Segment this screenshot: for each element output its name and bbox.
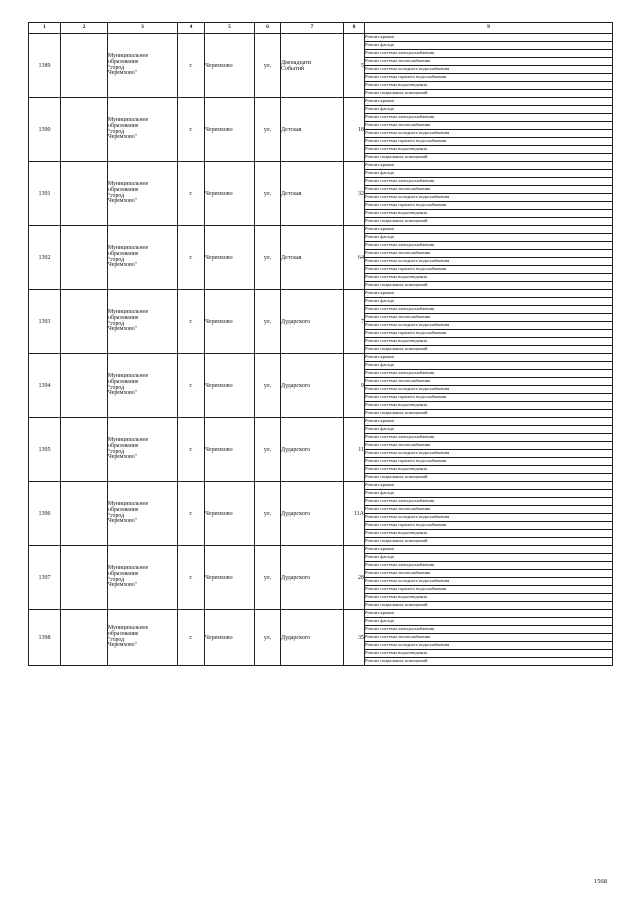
work-item: Ремонт системы водоотведения	[365, 402, 613, 410]
page-number: 1568	[594, 878, 607, 885]
municipality-line: "город	[108, 448, 125, 455]
municipality-line: Черемхово"	[108, 390, 138, 397]
work-item: Ремонт подвальных помещений	[365, 538, 613, 546]
work-item: Ремонт крыши	[365, 418, 613, 426]
work-item: Ремонт системы водоотведения	[365, 466, 613, 474]
street-name-line: Событий	[281, 65, 305, 72]
street-type: ул.	[255, 546, 281, 610]
work-item: Ремонт системы электроснабжения	[365, 178, 613, 186]
municipality-line: Муниципальное	[108, 180, 149, 187]
city-name: Черемхово	[205, 290, 255, 354]
work-item: Ремонт системы электроснабжения	[365, 562, 613, 570]
work-item: Ремонт системы холодного водоснабжения	[365, 130, 613, 138]
work-item: Ремонт системы теплоснабжения	[365, 186, 613, 194]
work-item: Ремонт подвальных помещений	[365, 154, 613, 162]
work-item: Ремонт подвальных помещений	[365, 602, 613, 610]
city-type: г.	[178, 354, 205, 418]
work-item: Ремонт системы электроснабжения	[365, 498, 613, 506]
work-item: Ремонт системы горячего водоснабжения	[365, 586, 613, 594]
work-item: Ремонт системы теплоснабжения	[365, 506, 613, 514]
record-number: 1391	[29, 162, 61, 226]
work-item: Ремонт системы холодного водоснабжения	[365, 194, 613, 202]
municipality-line: Черемхово"	[108, 134, 138, 141]
empty-cell	[61, 34, 108, 98]
municipality-line: Муниципальное	[108, 564, 149, 571]
municipality-line: Черемхово"	[108, 642, 138, 649]
municipality-line: образование	[108, 186, 139, 193]
municipality-line: образование	[108, 314, 139, 321]
house-number: 11	[344, 418, 365, 482]
work-item: Ремонт фасада	[365, 490, 613, 498]
table-row	[29, 546, 613, 554]
city-type: г.	[178, 418, 205, 482]
work-item: Ремонт системы горячего водоснабжения	[365, 202, 613, 210]
municipality-line: Черемхово"	[108, 262, 138, 269]
street-name-line: Дударского	[281, 574, 311, 581]
street-name-cell	[281, 482, 344, 546]
record-number: 1394	[29, 354, 61, 418]
street-type: ул.	[255, 482, 281, 546]
street-type: ул.	[255, 418, 281, 482]
work-item: Ремонт системы холодного водоснабжения	[365, 642, 613, 650]
work-item: Ремонт фасада	[365, 362, 613, 370]
work-item: Ремонт системы теплоснабжения	[365, 58, 613, 66]
work-item: Ремонт крыши	[365, 546, 613, 554]
city-name: Черемхово	[205, 610, 255, 666]
work-item: Ремонт системы водоотведения	[365, 146, 613, 154]
empty-cell	[61, 546, 108, 610]
table-row	[29, 482, 613, 490]
work-item: Ремонт крыши	[365, 610, 613, 618]
street-name-line: Дударского	[281, 510, 311, 517]
work-item: Ремонт системы водоотведения	[365, 210, 613, 218]
street-name-cell	[281, 354, 344, 418]
work-item: Ремонт подвальных помещений	[365, 658, 613, 666]
work-item: Ремонт системы горячего водоснабжения	[365, 74, 613, 82]
municipality-cell	[108, 34, 178, 98]
street-name-line: Дударского	[281, 634, 311, 641]
municipality-line: "город	[108, 576, 125, 583]
work-item: Ремонт системы водоотведения	[365, 274, 613, 282]
work-item: Ремонт фасада	[365, 554, 613, 562]
record-number: 1392	[29, 226, 61, 290]
empty-cell	[61, 418, 108, 482]
municipality-line: "город	[108, 320, 125, 327]
work-item: Ремонт крыши	[365, 34, 613, 42]
house-number: 64	[344, 226, 365, 290]
municipality-line: Муниципальное	[108, 436, 149, 443]
city-type: г.	[178, 482, 205, 546]
table-row	[29, 226, 613, 234]
street-name-cell	[281, 418, 344, 482]
municipality-line: образование	[108, 570, 139, 577]
work-item: Ремонт системы холодного водоснабжения	[365, 514, 613, 522]
empty-cell	[61, 98, 108, 162]
work-item: Ремонт фасада	[365, 170, 613, 178]
work-item: Ремонт системы горячего водоснабжения	[365, 330, 613, 338]
street-name-cell	[281, 226, 344, 290]
municipality-line: образование	[108, 630, 139, 637]
city-type: г.	[178, 162, 205, 226]
work-item: Ремонт системы водоотведения	[365, 594, 613, 602]
column-number: 9	[365, 23, 613, 34]
work-item: Ремонт системы водоотведения	[365, 338, 613, 346]
house-number: 5	[344, 34, 365, 98]
column-number: 2	[61, 23, 108, 34]
city-name: Черемхово	[205, 98, 255, 162]
house-number: 35	[344, 610, 365, 666]
city-name: Черемхово	[205, 354, 255, 418]
city-name: Черемхово	[205, 162, 255, 226]
work-item: Ремонт крыши	[365, 482, 613, 490]
work-item: Ремонт системы горячего водоснабжения	[365, 266, 613, 274]
empty-cell	[61, 162, 108, 226]
city-type: г.	[178, 226, 205, 290]
city-name: Черемхово	[205, 418, 255, 482]
street-name-cell	[281, 290, 344, 354]
municipality-line: Муниципальное	[108, 52, 149, 59]
municipality-cell	[108, 290, 178, 354]
city-type: г.	[178, 546, 205, 610]
municipality-line: Черемхово"	[108, 454, 138, 461]
city-name: Черемхово	[205, 482, 255, 546]
street-name-line: Дударского	[281, 446, 311, 453]
street-type: ул.	[255, 354, 281, 418]
municipality-line: образование	[108, 58, 139, 65]
work-item: Ремонт системы электроснабжения	[365, 370, 613, 378]
work-item: Ремонт системы теплоснабжения	[365, 442, 613, 450]
work-item: Ремонт фасада	[365, 234, 613, 242]
municipality-line: образование	[108, 250, 139, 257]
empty-cell	[61, 354, 108, 418]
street-type: ул.	[255, 226, 281, 290]
work-item: Ремонт системы водоотведения	[365, 82, 613, 90]
city-type: г.	[178, 34, 205, 98]
municipality-cell	[108, 98, 178, 162]
municipality-line: "город	[108, 636, 125, 643]
work-item: Ремонт системы теплоснабжения	[365, 314, 613, 322]
work-item: Ремонт системы теплоснабжения	[365, 250, 613, 258]
municipality-line: Муниципальное	[108, 500, 149, 507]
city-name: Черемхово	[205, 546, 255, 610]
work-item: Ремонт системы холодного водоснабжения	[365, 322, 613, 330]
works-table	[28, 22, 613, 666]
municipality-line: "город	[108, 128, 125, 135]
record-number: 1393	[29, 290, 61, 354]
work-item: Ремонт фасада	[365, 106, 613, 114]
municipality-line: "город	[108, 512, 125, 519]
work-item: Ремонт системы теплоснабжения	[365, 634, 613, 642]
work-item: Ремонт системы электроснабжения	[365, 434, 613, 442]
column-number: 1	[29, 23, 61, 34]
municipality-line: образование	[108, 122, 139, 129]
table-row	[29, 162, 613, 170]
work-item: Ремонт системы горячего водоснабжения	[365, 522, 613, 530]
work-item: Ремонт системы холодного водоснабжения	[365, 578, 613, 586]
work-item: Ремонт крыши	[365, 354, 613, 362]
house-number: 7	[344, 290, 365, 354]
work-item: Ремонт крыши	[365, 98, 613, 106]
work-item: Ремонт подвальных помещений	[365, 218, 613, 226]
municipality-line: Черемхово"	[108, 70, 138, 77]
work-item: Ремонт фасада	[365, 298, 613, 306]
column-number: 7	[281, 23, 344, 34]
municipality-line: образование	[108, 506, 139, 513]
work-item: Ремонт системы холодного водоснабжения	[365, 386, 613, 394]
column-number: 4	[178, 23, 205, 34]
city-name: Черемхово	[205, 34, 255, 98]
municipality-line: Черемхово"	[108, 326, 138, 333]
work-item: Ремонт системы электроснабжения	[365, 242, 613, 250]
municipality-line: образование	[108, 378, 139, 385]
empty-cell	[61, 290, 108, 354]
table-row	[29, 290, 613, 298]
table-body	[29, 34, 613, 666]
city-type: г.	[178, 98, 205, 162]
municipality-line: Муниципальное	[108, 308, 149, 315]
work-item: Ремонт системы горячего водоснабжения	[365, 394, 613, 402]
record-number: 1398	[29, 610, 61, 666]
empty-cell	[61, 226, 108, 290]
table-row	[29, 34, 613, 42]
empty-cell	[61, 482, 108, 546]
work-item: Ремонт крыши	[365, 290, 613, 298]
street-type: ул.	[255, 34, 281, 98]
municipality-cell	[108, 354, 178, 418]
street-name-line: Детская	[281, 190, 302, 197]
record-number: 1390	[29, 98, 61, 162]
column-number: 6	[255, 23, 281, 34]
municipality-line: Муниципальное	[108, 624, 149, 631]
work-item: Ремонт подвальных помещений	[365, 410, 613, 418]
municipality-line: Черемхово"	[108, 198, 138, 205]
municipality-line: Муниципальное	[108, 116, 149, 123]
record-number: 1389	[29, 34, 61, 98]
street-name-line: Дударского	[281, 382, 311, 389]
street-name-line: Детская	[281, 254, 302, 261]
city-name: Черемхово	[205, 226, 255, 290]
house-number: 32	[344, 162, 365, 226]
street-name-cell	[281, 34, 344, 98]
city-type: г.	[178, 290, 205, 354]
work-item: Ремонт системы электроснабжения	[365, 306, 613, 314]
table-row	[29, 610, 613, 618]
work-item: Ремонт подвальных помещений	[365, 90, 613, 98]
municipality-line: "город	[108, 192, 125, 199]
municipality-cell	[108, 418, 178, 482]
work-item: Ремонт системы горячего водоснабжения	[365, 138, 613, 146]
column-number-row	[29, 23, 613, 34]
street-type: ул.	[255, 290, 281, 354]
municipality-cell	[108, 610, 178, 666]
city-type: г.	[178, 610, 205, 666]
work-item: Ремонт системы водоотведения	[365, 650, 613, 658]
work-item: Ремонт фасада	[365, 618, 613, 626]
house-number: 9	[344, 354, 365, 418]
work-item: Ремонт системы холодного водоснабжения	[365, 258, 613, 266]
house-number: 18	[344, 98, 365, 162]
work-item: Ремонт крыши	[365, 162, 613, 170]
work-item: Ремонт системы электроснабжения	[365, 114, 613, 122]
street-name-line: Детская	[281, 126, 302, 133]
municipality-cell	[108, 546, 178, 610]
column-number: 3	[108, 23, 178, 34]
house-number: 28	[344, 546, 365, 610]
municipality-line: "город	[108, 64, 125, 71]
table-row	[29, 354, 613, 362]
street-name-cell	[281, 162, 344, 226]
municipality-cell	[108, 162, 178, 226]
work-item: Ремонт фасада	[365, 426, 613, 434]
work-item: Ремонт системы теплоснабжения	[365, 570, 613, 578]
municipality-line: Черемхово"	[108, 518, 138, 525]
table-row	[29, 98, 613, 106]
municipality-line: Черемхово"	[108, 582, 138, 589]
municipality-line: "город	[108, 256, 125, 263]
street-name-cell	[281, 610, 344, 666]
street-type: ул.	[255, 98, 281, 162]
record-number: 1396	[29, 482, 61, 546]
street-name-cell	[281, 98, 344, 162]
street-name-line: Двенадцати	[281, 59, 312, 66]
table-row	[29, 418, 613, 426]
house-number: 11А	[344, 482, 365, 546]
municipality-line: Муниципальное	[108, 244, 149, 251]
work-item: Ремонт системы холодного водоснабжения	[365, 66, 613, 74]
work-item: Ремонт системы теплоснабжения	[365, 378, 613, 386]
municipality-cell	[108, 226, 178, 290]
municipality-cell	[108, 482, 178, 546]
work-item: Ремонт крыши	[365, 226, 613, 234]
work-item: Ремонт подвальных помещений	[365, 346, 613, 354]
work-item: Ремонт системы электроснабжения	[365, 626, 613, 634]
work-item: Ремонт системы теплоснабжения	[365, 122, 613, 130]
work-item: Ремонт подвальных помещений	[365, 474, 613, 482]
column-number: 8	[344, 23, 365, 34]
municipality-line: Муниципальное	[108, 372, 149, 379]
work-item: Ремонт фасада	[365, 42, 613, 50]
work-item: Ремонт системы электроснабжения	[365, 50, 613, 58]
empty-cell	[61, 610, 108, 666]
record-number: 1397	[29, 546, 61, 610]
column-number: 5	[205, 23, 255, 34]
municipality-line: образование	[108, 442, 139, 449]
street-name-line: Дударского	[281, 318, 311, 325]
street-name-cell	[281, 546, 344, 610]
street-type: ул.	[255, 610, 281, 666]
municipality-line: "город	[108, 384, 125, 391]
work-item: Ремонт системы водоотведения	[365, 530, 613, 538]
record-number: 1395	[29, 418, 61, 482]
street-type: ул.	[255, 162, 281, 226]
work-item: Ремонт системы холодного водоснабжения	[365, 450, 613, 458]
work-item: Ремонт системы горячего водоснабжения	[365, 458, 613, 466]
work-item: Ремонт подвальных помещений	[365, 282, 613, 290]
